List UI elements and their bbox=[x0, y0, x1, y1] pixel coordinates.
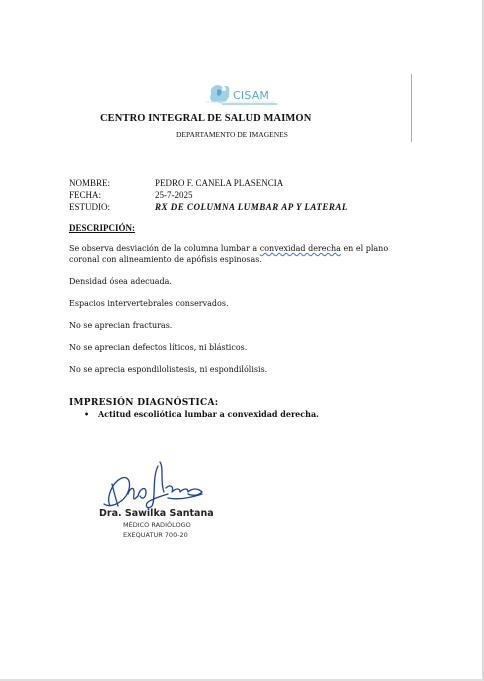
signature-name: Dra. Sawilka Santana bbox=[99, 508, 214, 519]
bullet-icon: • bbox=[84, 409, 90, 419]
spellcheck-flag: convexidad derecha bbox=[259, 244, 341, 253]
logo-wordmark: CISAM bbox=[233, 89, 270, 102]
center-name: CENTRO INTEGRAL DE SALUD MAIMON bbox=[100, 113, 312, 124]
study-label: ESTUDIO: bbox=[69, 202, 110, 212]
impression-list bbox=[84, 409, 319, 419]
description-paragraph-1 bbox=[69, 243, 414, 265]
impression-item-text: Actitud escoliótica lumbar a convexidad derecha. bbox=[98, 409, 319, 419]
margin-guide-line bbox=[411, 74, 412, 142]
study-row bbox=[69, 201, 348, 213]
impression-item bbox=[84, 409, 319, 419]
date-value: 25-7-2025 bbox=[155, 190, 193, 200]
description-heading: DESCRIPCIÓN: bbox=[69, 223, 136, 233]
handwritten-signature bbox=[98, 458, 213, 513]
signature-role: MÉDICO RADIÓLOGO bbox=[123, 521, 191, 529]
department-name: DEPARTAMENTO DE IMAGENES bbox=[176, 130, 288, 139]
description-paragraph-6: No se aprecia espondilolistesis, ni espondilólisis. bbox=[69, 365, 268, 374]
signature-exequatur: EXEQUATUR 700-20 bbox=[123, 531, 188, 539]
p1-start: Se observa desviación de la columna lumbar a bbox=[69, 244, 260, 253]
date-row bbox=[69, 189, 348, 201]
description-paragraph-5: No se aprecian defectos líticos, ni blásticos. bbox=[69, 343, 248, 352]
date-label: FECHA: bbox=[69, 190, 102, 200]
patient-info bbox=[69, 177, 348, 213]
p1-end: en el plano coronal con alineamiento de apófisis espinosas. bbox=[69, 244, 389, 264]
study-value: RX DE COLUMNA LUMBAR AP Y LATERAL bbox=[155, 202, 348, 212]
impression-heading: IMPRESIÓN DIAGNÓSTICA: bbox=[69, 398, 219, 408]
name-label: NOMBRE: bbox=[69, 178, 111, 188]
description-paragraph-2: Densidad ósea adecuada. bbox=[69, 277, 172, 286]
description-paragraph-4: No se aprecian fracturas. bbox=[69, 321, 173, 330]
name-value: PEDRO F. CANELA PLASENCIA bbox=[155, 178, 284, 188]
name-row bbox=[69, 177, 348, 189]
description-paragraph-3: Espacios intervertebrales conservados. bbox=[69, 299, 229, 308]
logo-underline bbox=[222, 103, 277, 105]
